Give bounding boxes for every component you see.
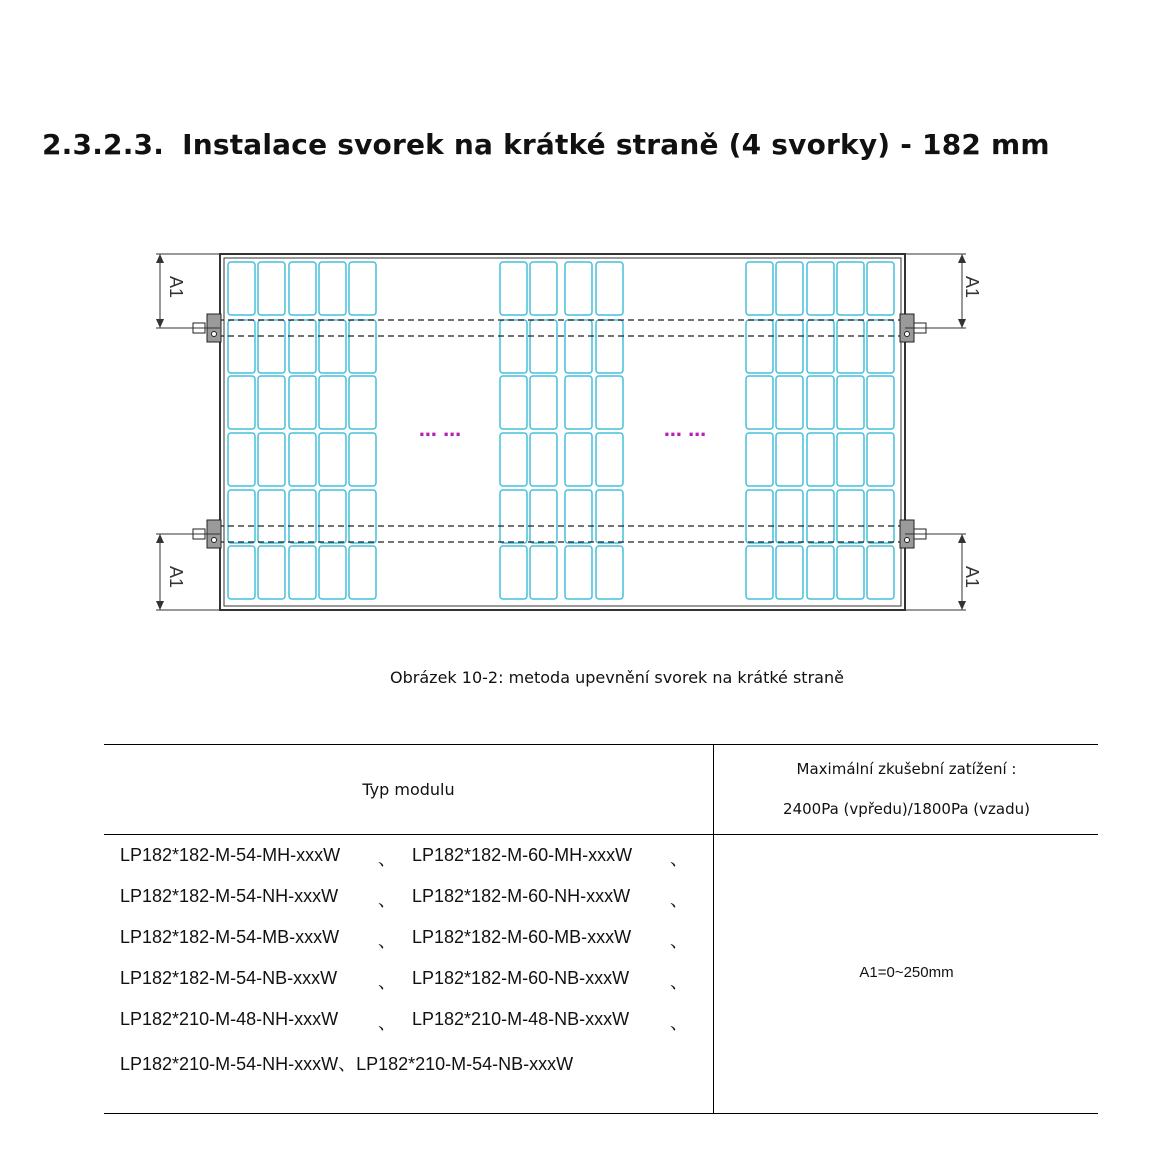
panel-diagram: [140, 240, 1000, 620]
solar-cell: [776, 262, 803, 315]
load-table: [104, 744, 1098, 1114]
solar-cell: [837, 433, 864, 486]
header-max-load: Maximální zkušební zatížení :: [796, 760, 1017, 778]
solar-cell: [776, 490, 803, 543]
dimension-arrow: [156, 601, 164, 610]
solar-cell: [837, 262, 864, 315]
model-list: [120, 845, 710, 1091]
solar-cell: [746, 490, 773, 543]
table-top-rule: [104, 744, 1098, 745]
solar-cell: [349, 320, 376, 373]
solar-cell: [776, 546, 803, 599]
solar-cell: [867, 262, 894, 315]
separator: 、: [378, 890, 396, 910]
solar-cell: [530, 320, 557, 373]
solar-cell: [349, 262, 376, 315]
solar-cell: [500, 320, 527, 373]
table-row: [120, 968, 710, 1009]
separator: 、: [670, 972, 688, 992]
dimension-arrow: [156, 254, 164, 263]
solar-cell: [500, 490, 527, 543]
solar-cell: [807, 320, 834, 373]
solar-cell: [807, 262, 834, 315]
separator: 、: [670, 931, 688, 951]
solar-cell: [258, 490, 285, 543]
solar-cell: [258, 546, 285, 599]
solar-cell: [319, 490, 346, 543]
solar-cell: [807, 546, 834, 599]
solar-cell: [565, 546, 592, 599]
separator: 、: [670, 1013, 688, 1033]
header-load-values: 2400Pa (vpředu)/1800Pa (vzadu): [783, 800, 1030, 818]
model-name: LP182*210-M-54-NH-xxxW、LP182*210-M-54-NB-xxxW: [120, 1054, 574, 1074]
dimension-arrow: [156, 534, 164, 543]
solar-cell: [319, 376, 346, 429]
solar-cell: [500, 433, 527, 486]
solar-cell: [289, 376, 316, 429]
table-row: [120, 1009, 710, 1050]
dimension-arrow: [958, 254, 966, 263]
solar-cell: [289, 262, 316, 315]
separator: 、: [378, 849, 396, 869]
section-heading: [42, 128, 1050, 161]
model-name: LP182*182-M-54-NB-xxxW: [120, 968, 338, 988]
solar-cell: [349, 376, 376, 429]
ellipsis-marker: … …: [663, 420, 707, 441]
header-module-type: Typ modulu: [362, 780, 455, 799]
model-name: LP182*182-M-54-NH-xxxW: [120, 886, 339, 906]
solar-cell: [349, 433, 376, 486]
dimension-arrow: [958, 534, 966, 543]
dimension-label: A1: [166, 565, 186, 589]
panel-inner-frame: [224, 258, 901, 606]
dimension-arrow: [958, 319, 966, 328]
dimension-arrow: [156, 319, 164, 328]
solar-cell: [596, 320, 623, 373]
clamp-hole: [905, 332, 910, 337]
dimension-arrow: [958, 601, 966, 610]
section-number: 2.3.2.3.: [42, 128, 165, 161]
solar-cell: [746, 262, 773, 315]
solar-cell: [349, 490, 376, 543]
solar-cell: [258, 262, 285, 315]
section-title: Instalace svorek na krátké straně (4 svorky) - 182 mm: [182, 128, 1050, 161]
solar-cell: [289, 433, 316, 486]
separator: 、: [378, 931, 396, 951]
solar-cell: [746, 320, 773, 373]
solar-cell: [596, 433, 623, 486]
dimension-label: A1: [962, 275, 982, 299]
solar-cell: [228, 546, 255, 599]
solar-cell: [776, 376, 803, 429]
solar-cell: [228, 433, 255, 486]
solar-cell: [500, 376, 527, 429]
dimension-label: A1: [166, 275, 186, 299]
solar-cell: [530, 376, 557, 429]
solar-cell: [258, 376, 285, 429]
table-bottom-rule: [104, 1113, 1098, 1114]
separator: 、: [670, 890, 688, 910]
solar-cell: [565, 490, 592, 543]
solar-cell: [837, 320, 864, 373]
solar-cell: [596, 262, 623, 315]
table-row: [120, 845, 710, 886]
separator: 、: [670, 849, 688, 869]
table-header-rule: [104, 834, 1098, 835]
solar-cell: [807, 490, 834, 543]
solar-cell: [746, 376, 773, 429]
solar-cell: [319, 433, 346, 486]
solar-cell: [596, 546, 623, 599]
solar-cell: [837, 376, 864, 429]
solar-cell: [319, 546, 346, 599]
figure-caption: Obrázek 10-2: metoda upevnění svorek na krátké straně: [390, 668, 844, 687]
solar-cell: [746, 433, 773, 486]
table-column-divider: [713, 744, 714, 1114]
table-row: [120, 1050, 710, 1091]
solar-cell: [565, 433, 592, 486]
solar-cell: [565, 320, 592, 373]
solar-cell: [776, 320, 803, 373]
model-name: LP182*210-M-48-NB-xxxW: [412, 1009, 630, 1029]
solar-cell: [349, 546, 376, 599]
dimension-label: A1: [962, 565, 982, 589]
model-name: LP182*182-M-54-MB-xxxW: [120, 927, 340, 947]
solar-cell: [289, 320, 316, 373]
clamp-hole: [212, 538, 217, 543]
solar-cell: [867, 546, 894, 599]
model-name: LP182*182-M-54-MH-xxxW: [120, 845, 341, 865]
solar-cell: [228, 376, 255, 429]
solar-cell: [530, 490, 557, 543]
cell-grid: [228, 262, 894, 599]
clamp-hole: [212, 332, 217, 337]
solar-cell: [565, 376, 592, 429]
solar-cell: [289, 546, 316, 599]
solar-cell: [867, 320, 894, 373]
solar-cell: [867, 433, 894, 486]
clamp-hole: [905, 538, 910, 543]
solar-cell: [596, 490, 623, 543]
solar-cell: [228, 320, 255, 373]
table-row: [120, 886, 710, 927]
solar-cell: [867, 376, 894, 429]
model-name: LP182*182-M-60-MH-xxxW: [412, 845, 633, 865]
solar-cell: [319, 262, 346, 315]
solar-cell: [837, 490, 864, 543]
solar-cell: [530, 262, 557, 315]
table-row: [120, 927, 710, 968]
separator: 、: [378, 972, 396, 992]
model-name: LP182*182-M-60-NB-xxxW: [412, 968, 630, 988]
solar-cell: [500, 262, 527, 315]
solar-cell: [776, 433, 803, 486]
solar-cell: [746, 546, 773, 599]
solar-cell: [530, 433, 557, 486]
solar-cell: [500, 546, 527, 599]
solar-cell: [565, 262, 592, 315]
ellipsis-marker: … …: [418, 420, 462, 441]
solar-cell: [807, 376, 834, 429]
solar-cell: [228, 262, 255, 315]
model-name: LP182*210-M-48-NH-xxxW: [120, 1009, 339, 1029]
solar-cell: [867, 490, 894, 543]
clamp-range-value: A1=0~250mm: [859, 964, 954, 981]
solar-cell: [228, 490, 255, 543]
solar-cell: [319, 320, 346, 373]
solar-cell: [258, 320, 285, 373]
separator: 、: [378, 1013, 396, 1033]
solar-cell: [596, 376, 623, 429]
model-name: LP182*182-M-60-NH-xxxW: [412, 886, 631, 906]
solar-cell: [289, 490, 316, 543]
solar-cell: [807, 433, 834, 486]
model-name: LP182*182-M-60-MB-xxxW: [412, 927, 632, 947]
solar-cell: [530, 546, 557, 599]
solar-cell: [258, 433, 285, 486]
solar-cell: [837, 546, 864, 599]
